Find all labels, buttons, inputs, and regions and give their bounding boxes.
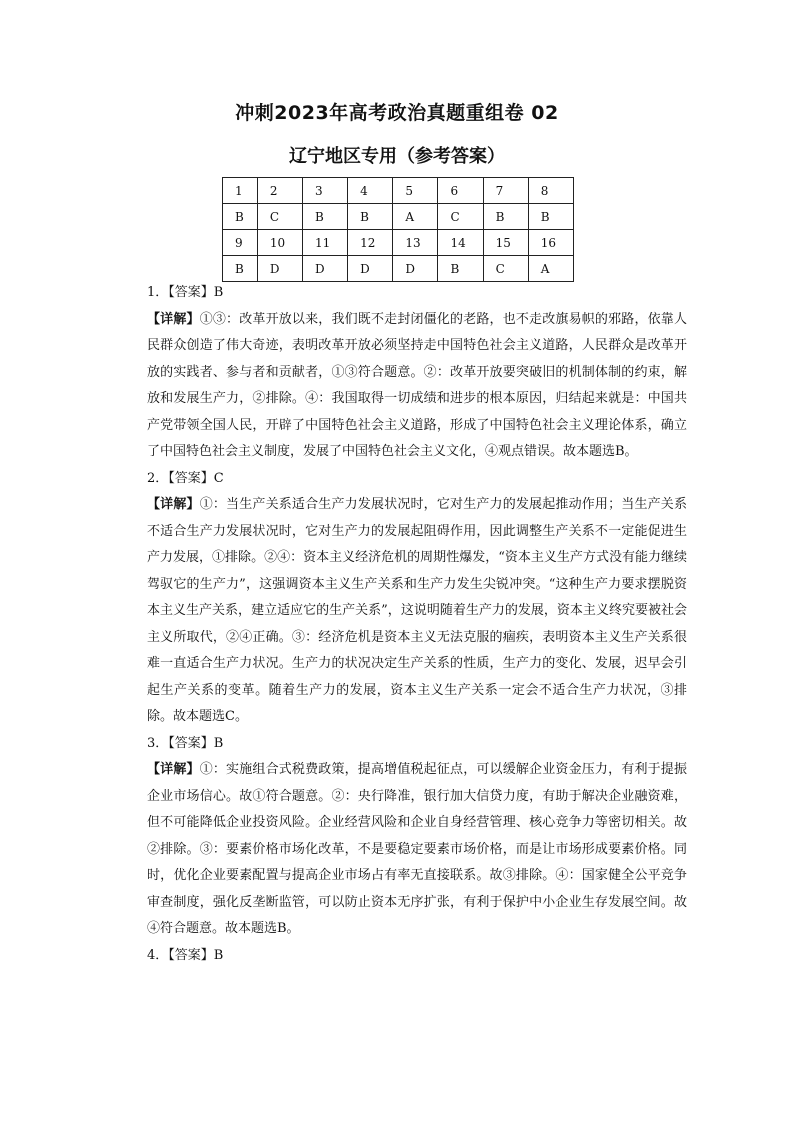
table-cell: C xyxy=(483,256,528,282)
table-cell: 8 xyxy=(528,178,573,204)
explanation-1 xyxy=(147,307,687,466)
table-cell: 14 xyxy=(438,230,483,256)
answer-line-3: 3．【答案】B xyxy=(147,735,224,751)
table-cell: 11 xyxy=(303,230,348,256)
explanation-3 xyxy=(147,757,687,943)
table-cell: 7 xyxy=(483,178,528,204)
table-cell: D xyxy=(348,256,393,282)
table-row xyxy=(223,230,574,256)
table-cell: B xyxy=(223,204,258,230)
table-cell: 13 xyxy=(393,230,438,256)
table-cell: B xyxy=(303,204,348,230)
table-cell: 15 xyxy=(483,230,528,256)
answer-explanations xyxy=(147,280,687,969)
table-cell: 4 xyxy=(348,178,393,204)
table-cell: 5 xyxy=(393,178,438,204)
table-cell: 3 xyxy=(303,178,348,204)
explanation-2 xyxy=(147,492,687,731)
table-cell: 12 xyxy=(348,230,393,256)
table-cell: B xyxy=(223,256,258,282)
table-cell: D xyxy=(393,256,438,282)
table-row xyxy=(223,204,574,230)
table-cell: D xyxy=(303,256,348,282)
answer-line-2: 2．【答案】C xyxy=(147,470,224,486)
detail-text: ①③：改革开放以来，我们既不走封闭僵化的老路，也不走改旗易帜的邪路，依靠人民群众创造了伟大奇迹，表明改革开放必须坚持走中国特色社会主义道路，人民群众是改革开放的实践者、参与者和贡献者，①③符合题意。②：改革开放要突破旧的机制体制的约束，解放和发展生产力，②排除。④：我国取得一切成绩和进步的根本原因，归结起来就是：中国共产党带领全国人民，开辟了中国特色社会主义道路，形成了中国特色社会主义理论体系，确立了中国特色社会主义制度，发展了中国特色社会主义文化，④观点错误。故本题选B。 xyxy=(147,311,687,459)
document-subtitle: 辽宁地区专用（参考答案） xyxy=(289,146,505,167)
table-cell: B xyxy=(528,204,573,230)
table-cell: 10 xyxy=(257,230,302,256)
table-cell: D xyxy=(257,256,302,282)
detail-label: 【详解】 xyxy=(147,497,200,512)
answer-table xyxy=(222,177,574,282)
table-cell: A xyxy=(528,256,573,282)
table-row xyxy=(223,256,574,282)
table-cell: 2 xyxy=(257,178,302,204)
table-cell: C xyxy=(257,204,302,230)
table-cell: B xyxy=(438,256,483,282)
table-cell: A xyxy=(393,204,438,230)
table-cell: B xyxy=(348,204,393,230)
table-row xyxy=(223,178,574,204)
table-cell: C xyxy=(438,204,483,230)
table-cell: B xyxy=(483,204,528,230)
answer-line-4: 4．【答案】B xyxy=(147,947,224,963)
table-cell: 1 xyxy=(223,178,258,204)
detail-label: 【详解】 xyxy=(147,311,200,327)
table-cell: 16 xyxy=(528,230,573,256)
table-cell: 6 xyxy=(438,178,483,204)
answer-line-1: 1．【答案】B xyxy=(147,285,224,300)
detail-text: ①：实施组合式税费政策，提高增值税起征点，可以缓解企业资金压力，有利于提振企业市场信心。故①符合题意。②：央行降准，银行加大信贷力度，有助于解决企业融资难，但不可能降低企业投资风险。企业经营风险和企业自身经营管理、核心竞争力等密切相关。故②排除。③：要素价格市场化改革，不是要稳定要素市场价格，而是让市场形成要素价格。同时，优化企业要素配置与提高企业市场占有率无直接联系。故③排除。④：国家健全公平竞争审查制度，强化反垄断监管，可以防止资本无序扩张，有利于保护中小企业生存发展空间。故④符合题意。故本题选B。 xyxy=(147,762,687,936)
detail-text: ①：当生产关系适合生产力发展状况时，它对生产力的发展起推动作用；当生产关系不适合生产力发展状况时，它对生产力的发展起阻碍作用，因此调整生产关系不一定能促进生产力发展，①排除。②④：资本主义经济危机的周期性爆发，“资本主义生产方式没有能力继续驾驭它的生产力”，这强调资本主义生产关系和生产力发生尖锐冲突。“这种生产力要求摆脱资本主义生产关系，建立适应它的生产关系”，这说明随着生产力的发展，资本主义终究要被社会主义所取代，②④正确。③：经济危机是资本主义无法克服的痼疾，表明资本主义生产关系很难一直适合生产力状况。生产力的状况决定生产关系的性质，生产力的变化、发展，迟早会引起生产关系的变革。随着生产力的发展，资本主义生产关系一定会不适合生产力状况，③排除。故本题选C。 xyxy=(147,497,687,724)
document-title: 冲刺2023年高考政治真题重组卷 02 xyxy=(235,102,559,124)
detail-label: 【详解】 xyxy=(147,762,200,777)
table-cell: 9 xyxy=(223,230,258,256)
